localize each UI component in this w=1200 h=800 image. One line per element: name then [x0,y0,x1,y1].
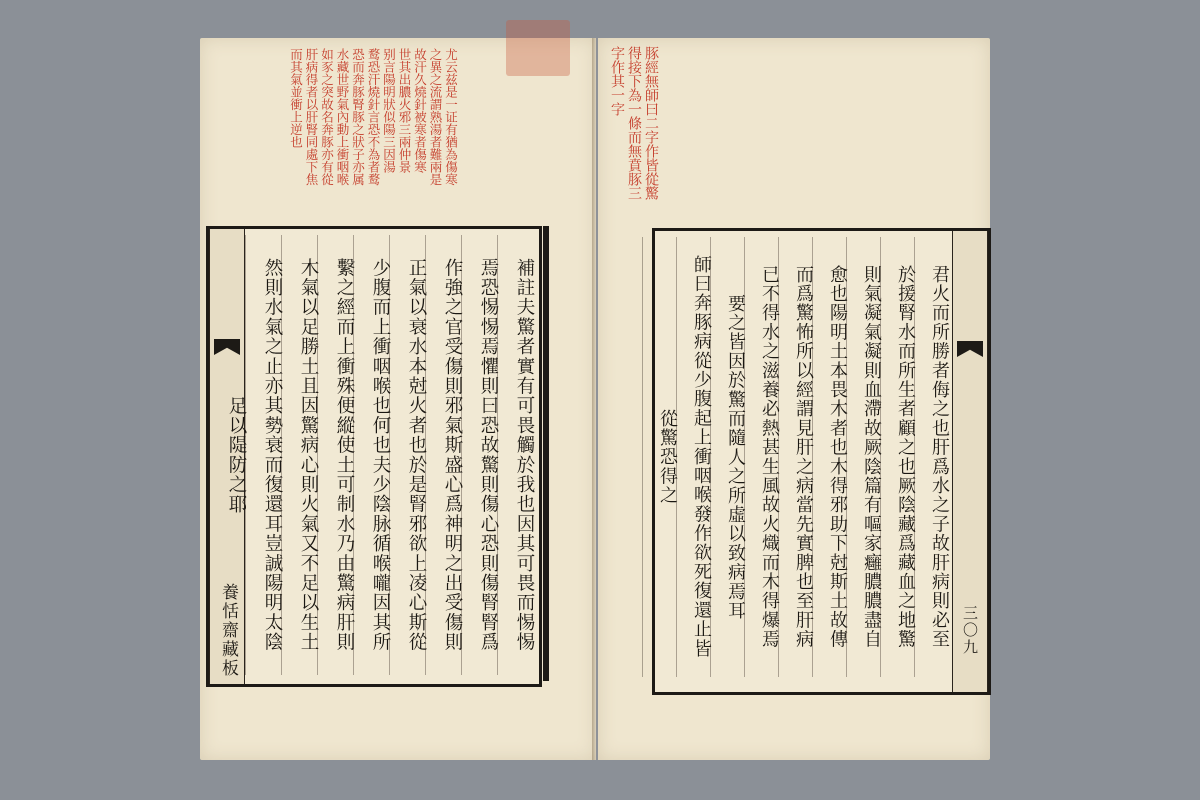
right-page [598,38,990,760]
annotation-line: 肝病得者以肝腎同處下焦 [304,48,319,186]
text-column: 正氣以衰水本尅火者也於是腎邪欲上凌心斯從 [389,235,425,675]
text-column: 焉恐惕惕焉懼則曰恐故驚則傷心恐則傷腎腎爲 [461,235,497,675]
annotation-line: 水藏世野氣內動上衝咽喉 [335,48,350,186]
text-column: 要之皆因於驚而隨人之所虛以致病焉耳 [710,237,744,677]
open-book [200,38,996,760]
annotation-line: 而其氣並衝上逆也 [288,48,304,148]
page-number: 三〇九 [961,605,979,656]
annotation-line: 世其出膿火邪三兩仲景 [397,48,412,173]
annotation-line: 豚經無師曰二字作皆從驚 [643,46,659,200]
annotation-line: 如豕之突故名奔豚亦有從 [319,48,335,186]
annotation-line: 之異之流謂熟湯者難兩是 [428,48,443,186]
annotation-line: 鹜恐汗燒針言恐不為者鹜 [366,48,381,186]
text-column: 則氣凝氣凝則血滯故厥陰篇有嘔家癰膿膿盡自 [846,237,880,677]
text-column: 已不得水之滋養必熱甚生風故火熾而木得爆焉 [744,237,778,677]
text-column: 君火而所勝者侮之也肝爲水之子故肝病則必至 [914,237,948,677]
text-column: 然則水氣之止亦其勢衰而復還耳豈誠陽明太陰 [245,235,281,675]
left-red-annotations [289,48,457,224]
left-text-columns [209,235,533,675]
right-text-frame [652,228,991,695]
text-column: 愈也陽明土本畏木者也木得邪助下尅斯土故傳 [812,237,846,677]
text-column: 從驚恐得之 [642,237,676,677]
publisher-label: 養恬齋藏板 [218,583,238,678]
right-red-annotations [610,46,658,221]
left-text-frame [206,226,542,687]
text-column: 於援腎水而所生者顧之也厥陰藏爲藏血之地驚 [880,237,914,677]
text-column: 作強之官受傷則邪氣斯盛心爲神明之出受傷則 [425,235,461,675]
right-text-columns [642,237,948,677]
annotation-line: 恐而奔豚腎豚之狀子亦属 [350,48,366,186]
annotation-line: 尤云兹是一证有猶為傷寒 [443,48,459,186]
annotation-line: 得接下為一條而無賁豚三 [626,46,642,200]
text-column: 繫之經而上衝殊便縱使土可制水乃由驚病肝則 [317,235,353,675]
red-seal-stamp [506,20,570,76]
text-column: 足以隄防之耶 [209,235,245,675]
annotation-line: 别言陽明狀似陽三因湯 [381,48,397,173]
text-column: 而爲驚怖所以經謂見肝之病當先實脾也至肝病 [778,237,812,677]
left-page [200,38,596,760]
text-column: 木氣以足勝土且因驚病心則火氣又不足以生土 [281,235,317,675]
center-column-strip [952,231,988,692]
text-column: 補註夫驚者實有可畏觸於我也因其可畏而惕惕 [497,235,533,675]
text-column: 少腹而上衝咽喉也何也夫少陰脉循喉嚨因其所 [353,235,389,675]
fish-tail-mark [957,341,983,357]
annotation-line: 故汗久燒針被寒者傷寒 [412,48,428,173]
annotation-line: 字作其一字 [609,46,625,116]
text-column: 師曰奔豚病從少腹起上衝咽喉發作欲死復還止皆 [676,237,710,677]
